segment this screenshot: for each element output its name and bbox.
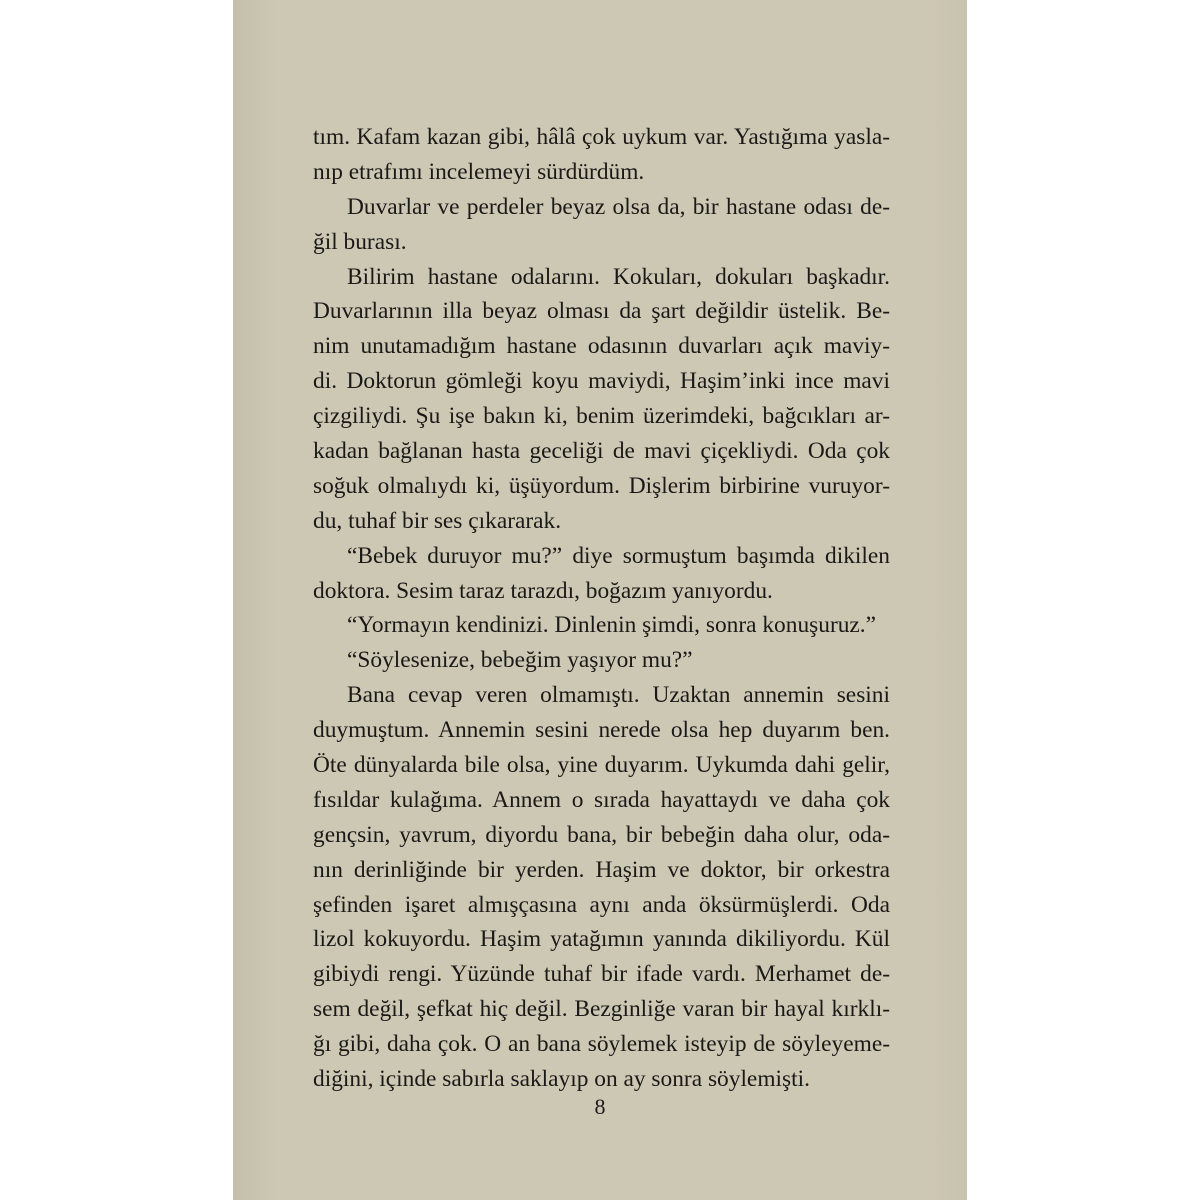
text-line: Duvarlar ve perdeler beyaz olsa da, bir hastane odası de- (347, 193, 890, 220)
text-line: doktora. Sesim taraz tarazdı, boğazım yanıyordu. (313, 577, 773, 604)
text-line: sem değil, şefkat hiç değil. Bezginliğe varan bir hayal kırklı- (313, 996, 890, 1023)
text-line: “Bebek duruyor mu?” diye sormuştum başımda dikilen (347, 542, 890, 569)
text-line: ğı gibi, daha çok. O an bana söylemek isteyip de söyleyeme- (313, 1031, 890, 1058)
book-page (233, 0, 967, 1200)
text-line: duymuştum. Annemin sesini nerede olsa hep duyarım ben. (313, 717, 890, 744)
text-line: gençsin, yavrum, diyordu bana, bir bebeğin daha olur, oda- (313, 821, 890, 848)
text-line: şefinden işaret almışçasına aynı anda öksürmüşlerdi. Oda (313, 891, 890, 918)
text-line: ğil burası. (313, 228, 407, 255)
text-line: di. Doktorun gömleği koyu maviydi, Haşim’inki ince mavi (313, 368, 890, 395)
body-text (313, 120, 890, 1097)
text-line: çizgiliydi. Şu işe bakın ki, benim üzerimdeki, bağcıkları ar- (313, 403, 890, 430)
text-line: kadan bağlanan hasta geceliği de mavi çiçekliydi. Oda çok (313, 438, 890, 465)
text-line: gibiydi rengi. Yüzünde tuhaf bir ifade vardı. Merhamet de- (313, 961, 890, 988)
text-line: nim unutamadığım hastane odasının duvarları açık maviy- (313, 333, 890, 360)
text-line: diğini, içinde sabırla saklayıp on ay sonra söylemişti. (313, 1066, 810, 1093)
text-line: nın derinliğinde bir yerden. Haşim ve doktor, bir orkestra (313, 856, 890, 883)
text-line: Bana cevap veren olmamıştı. Uzaktan annemin sesini (347, 682, 890, 709)
text-line: “Söylesenize, bebeğim yaşıyor mu?” (347, 647, 693, 674)
text-line: nıp etrafımı incelemeyi sürdürdüm. (313, 158, 645, 185)
text-line: Öte dünyalarda bile olsa, yine duyarım. Uykumda dahi gelir, (313, 752, 890, 779)
text-line: tım. Kafam kazan gibi, hâlâ çok uykum var. Yastığıma yasla- (313, 124, 890, 150)
page-number: 8 (594, 1094, 606, 1119)
text-line: du, tuhaf bir ses çıkararak. (313, 507, 562, 534)
text-line: Bilirim hastane odalarını. Kokuları, dokuları başkadır. (347, 263, 890, 290)
text-line: Duvarlarının illa beyaz olması da şart değildir üstelik. Be- (313, 298, 890, 325)
text-line: lizol kokuyordu. Haşim yatağımın yanında dikiliyordu. Kül (313, 926, 890, 953)
text-line: soğuk olmalıydı ki, üşüyordum. Dişlerim birbirine vuruyor- (313, 472, 890, 499)
text-line: “Yormayın kendinizi. Dinlenin şimdi, sonra konuşuruz.” (347, 612, 877, 639)
text-line: fısıldar kulağıma. Annem o sırada hayattaydı ve daha çok (313, 786, 890, 813)
